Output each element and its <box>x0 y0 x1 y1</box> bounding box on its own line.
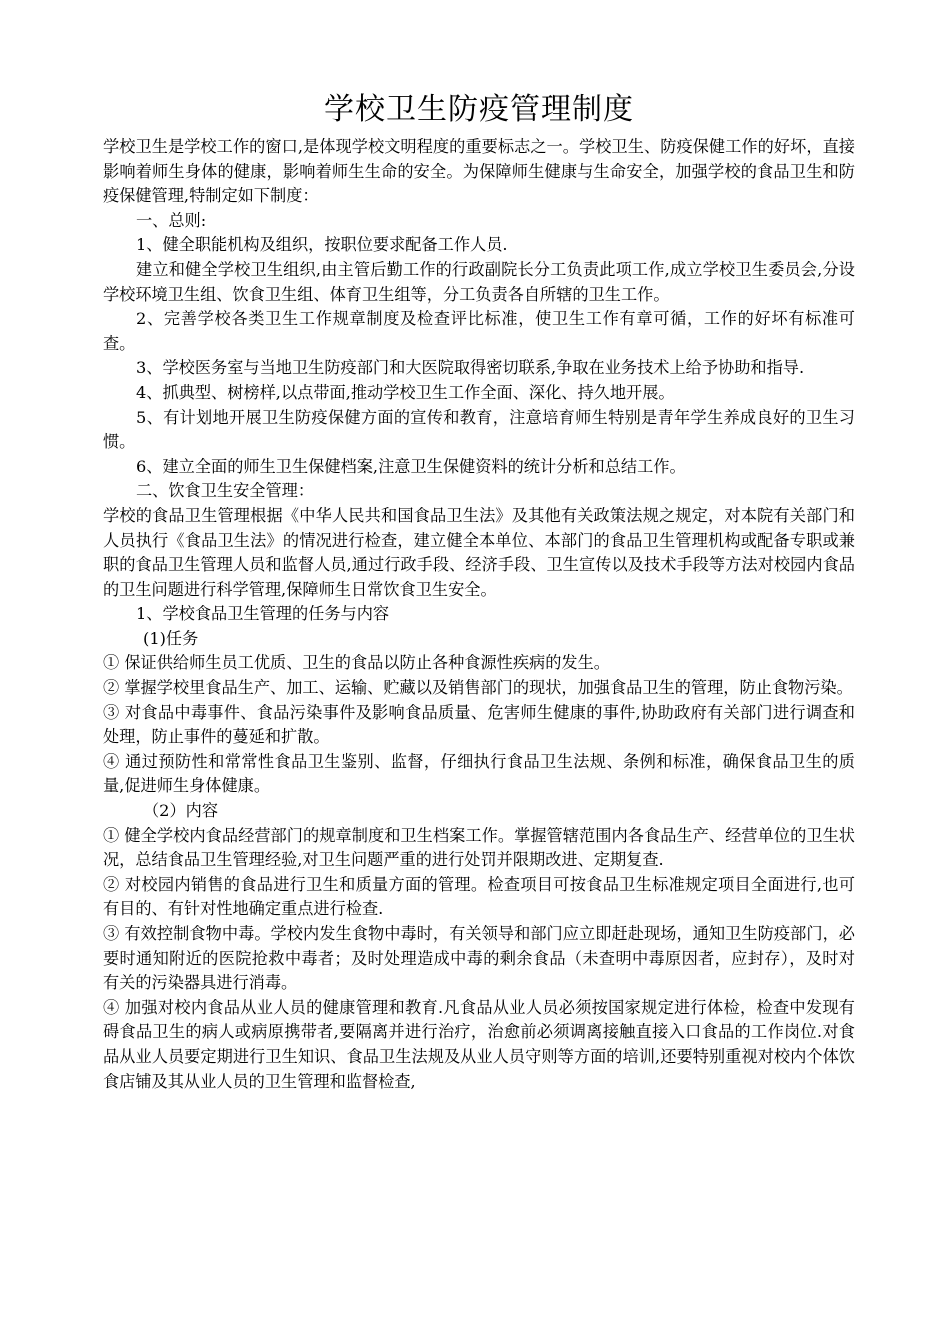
paragraph: 2、完善学校各类卫生工作规章制度及检查评比标准，使卫生工作有章可循，工作的好坏有标准可查。 <box>103 309 855 353</box>
paragraph: 1、健全职能机构及组织，按职位要求配备工作人员. <box>136 235 508 255</box>
paragraph: ④ 通过预防性和常常性食品卫生鉴别、监督，仔细执行食品卫生法规、条例和标准，确保食品卫生的质量,促进师生身体健康。 <box>103 751 855 796</box>
paragraph: 4、抓典型、树榜样,以点带面,推动学校卫生工作全面、深化、持久地开展。 <box>136 382 675 402</box>
paragraph: 二、饮食卫生安全管理： <box>136 481 315 501</box>
paragraph: ③ 对食品中毒事件、食品污染事件及影响食品质量、危害师生健康的事件,协助政府有关部门进行调查和处理，防止事件的蔓延和扩散。 <box>103 702 855 747</box>
paragraph: (1)任务 <box>143 628 199 648</box>
paragraph: ① 保证供给师生员工优质、卫生的食品以防止各种食源性疾病的发生。 <box>103 653 610 673</box>
paragraph: ② 掌握学校里食品生产、加工、运输、贮藏以及销售部门的现状，加强食品卫生的管理，防止食物污染。 <box>103 678 853 698</box>
paragraph: ② 对校园内销售的食品进行卫生和质量方面的管理。检查项目可按食品卫生标准规定项目全面进行,也可有目的、有针对性地确定重点进行检查. <box>103 874 855 919</box>
paragraph: 一、总则: <box>136 210 207 230</box>
paragraph: 6、建立全面的师生卫生保健档案,注意卫生保健资料的统计分析和总结工作。 <box>136 456 686 476</box>
paragraph: 学校卫生是学校工作的窗口,是体现学校文明程度的重要标志之一。学校卫生、防疫保健工作的好坏，直接影响着师生身体的健康，影响着师生生命的安全。为保障师生健康与生命安全，加强学校的食品卫生和防疫保健管理,特制定如下制度： <box>103 137 855 206</box>
paragraph: 建立和健全学校卫生组织,由主管后勤工作的行政副院长分工负责此项工作,成立学校卫生委员会,分设学校环境卫生组、饮食卫生组、体育卫生组等，分工负责各自所辖的卫生工作。 <box>103 259 855 304</box>
paragraph: ① 健全学校内食品经营部门的规章制度和卫生档案工作。掌握管辖范围内各食品生产、经营单位的卫生状况，总结食品卫生管理经验,对卫生问题严重的进行处罚并限期改进、定期复查. <box>103 825 855 870</box>
document-title: 学校卫生防疫管理制度 <box>324 92 634 127</box>
paragraph: 1、学校食品卫生管理的任务与内容 <box>136 604 390 624</box>
paragraph: 5、有计划地开展卫生防疫保健方面的宣传和教育，注意培育师生特别是青年学生养成良好的卫生习惯。 <box>103 407 855 452</box>
document-body <box>103 135 855 1094</box>
document-page <box>103 88 855 1094</box>
paragraph: （2）内容 <box>143 801 219 821</box>
paragraph: ④ 加强对校内食品从业人员的健康管理和教育.凡食品从业人员必须按国家规定进行体检，检查中发现有碍食品卫生的病人或病原携带者,要隔离并进行治疗，治愈前必须调离接触直接入口食品的工作岗位.对食品从业人员要定期进行卫生知识、食品卫生法规及从业人员守则等方面的培训,还要特别重视对校内个体饮食店铺及其从业人员的卫生管理和监督检查, <box>103 997 855 1091</box>
paragraph: 学校的食品卫生管理根据《中华人民共和国食品卫生法》及其他有关政策法规之规定，对本院有关部门和人员执行《食品卫生法》的情况进行检查，建立健全本单位、本部门的食品卫生管理机构或配备专职或兼职的食品卫生管理人员和监督人员,通过行政手段、经济手段、卫生宣传以及技术手段等方法对校园内食品的卫生问题进行科学管理,保障师生日常饮食卫生安全。 <box>103 505 855 599</box>
paragraph: ③ 有效控制食物中毒。学校内发生食物中毒时，有关领导和部门应立即赶赴现场，通知卫生防疫部门，必要时通知附近的医院抢救中毒者；及时处理造成中毒的剩余食品（未查明中毒原因者，应封存），及时对有关的污染器具进行消毒。 <box>103 924 855 993</box>
paragraph: 3、学校医务室与当地卫生防疫部门和大医院取得密切联系,争取在业务技术上给予协助和指导. <box>136 358 805 378</box>
